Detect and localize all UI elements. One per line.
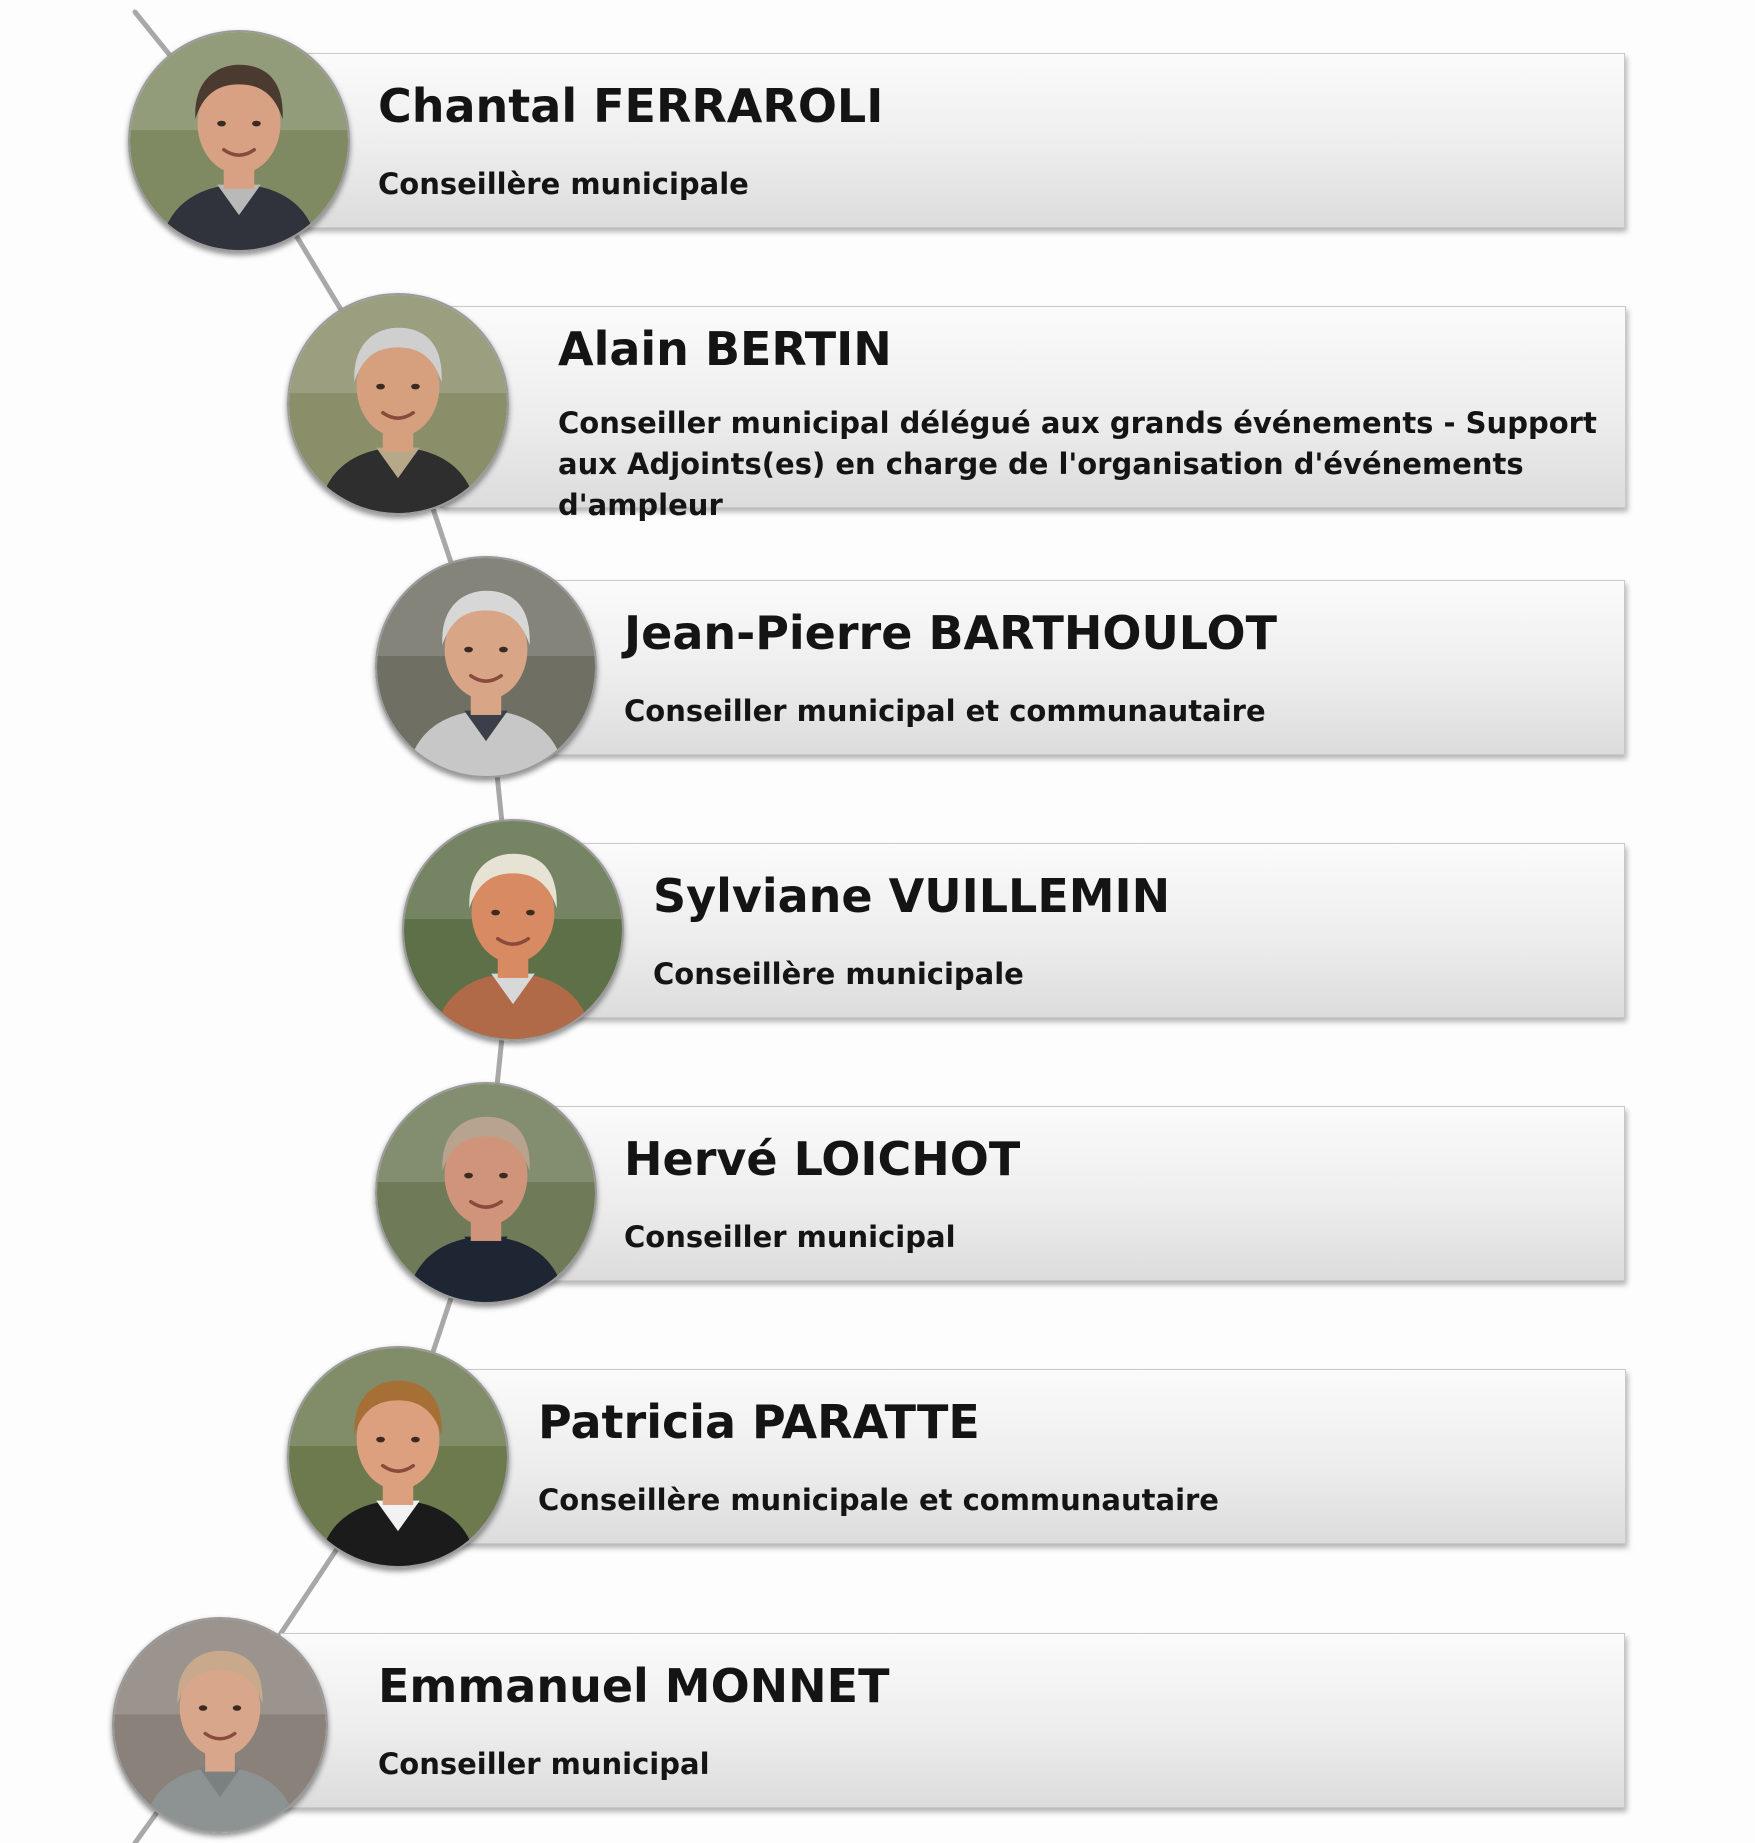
portrait-eye: [411, 1437, 420, 1443]
member-card-6: [440, 1369, 1626, 1544]
member-photo-6: [287, 1346, 509, 1568]
member-photo-4: [402, 819, 624, 1041]
member-role: Conseillère municipale: [653, 957, 1024, 991]
member-name: Jean-Pierre BARTHOULOT: [624, 606, 1277, 660]
member-role: Conseiller municipal: [624, 1220, 956, 1254]
portrait-eye: [464, 647, 473, 653]
portrait-eye: [499, 1173, 508, 1179]
member-name: Chantal FERRAROLI: [378, 79, 884, 133]
portrait-graphic: [289, 1348, 507, 1566]
member-photo-3: [375, 556, 597, 778]
portrait-eye: [526, 910, 535, 916]
portrait-graphic: [404, 821, 622, 1039]
member-name: Hervé LOICHOT: [624, 1132, 1021, 1186]
portrait-eye: [376, 1437, 385, 1443]
portrait-eye: [499, 647, 508, 653]
member-role: Conseiller municipal délégué aux grands événements - Support aux Adjoints(es) en charge de l'organisation d'événements d'ampleur: [558, 406, 1597, 522]
portrait-eye: [376, 384, 385, 390]
portrait-graphic: [114, 1619, 326, 1831]
member-photo-5: [375, 1082, 597, 1304]
member-role: Conseillère municipale et communautaire: [538, 1483, 1219, 1517]
member-role: Conseillère municipale: [378, 167, 749, 201]
member-name: Alain BERTIN: [558, 322, 892, 376]
member-name: Sylviane VUILLEMIN: [653, 869, 1171, 923]
member-card-2: [440, 306, 1626, 522]
portrait-graphic: [377, 1084, 595, 1302]
member-photo-2: [287, 293, 509, 515]
portrait-eye: [199, 1705, 207, 1711]
portrait-eye: [233, 1705, 241, 1711]
portrait-eye: [464, 1173, 473, 1179]
member-role: Conseiller municipal: [378, 1747, 710, 1781]
member-photo-7: [112, 1617, 328, 1833]
member-card-7: [280, 1633, 1625, 1808]
member-name: Emmanuel MONNET: [378, 1659, 890, 1713]
member-card-3: [530, 580, 1625, 755]
portrait-graphic: [377, 558, 595, 776]
member-photo-1: [128, 30, 350, 252]
member-card-1: [280, 53, 1625, 228]
portrait-eye: [252, 121, 261, 127]
portrait-eye: [217, 121, 226, 127]
portrait-graphic: [130, 32, 348, 250]
member-card-4: [560, 843, 1625, 1018]
member-name: Patricia PARATTE: [538, 1395, 980, 1449]
member-card-5: [530, 1106, 1625, 1281]
portrait-eye: [491, 910, 500, 916]
portrait-graphic: [289, 295, 507, 513]
member-role: Conseiller municipal et communautaire: [624, 694, 1266, 728]
portrait-eye: [411, 384, 420, 390]
